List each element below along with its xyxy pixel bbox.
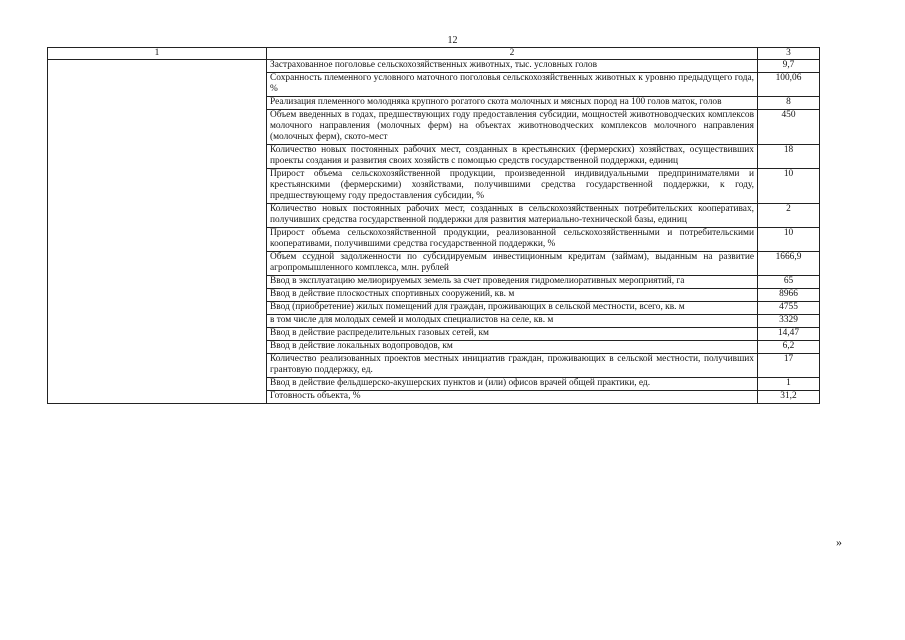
- indicator-cell: Количество реализованных проектов местных инициатив граждан, проживающих в сельской местности, получивших грантовую поддержку, ед.: [267, 354, 758, 378]
- closing-quote-mark: »: [836, 535, 842, 549]
- header-col-2: 2: [267, 48, 758, 60]
- indicator-cell: Реализация племенного молодняка крупного рогатого скота молочных и мясных пород на 100 голов маток, голов: [267, 97, 758, 110]
- indicator-cell: Готовность объекта, %: [267, 391, 758, 404]
- value-cell: 450: [758, 110, 820, 145]
- indicator-cell: Ввод в эксплуатацию мелиорируемых земель за счет проведения гидромелиоративных мероприятий, га: [267, 276, 758, 289]
- indicator-cell: Объем ссудной задолженности по субсидируемым инвестиционным кредитам (займам), выданным на развитие агропромышленного комплекса, млн. рублей: [267, 252, 758, 276]
- program-name-cell: [48, 60, 267, 404]
- indicator-cell: Ввод в действие плоскостных спортивных сооружений, кв. м: [267, 289, 758, 302]
- value-cell: 1: [758, 378, 820, 391]
- indicator-cell: Ввод в действие локальных водопроводов, км: [267, 341, 758, 354]
- value-cell: 17: [758, 354, 820, 378]
- indicator-cell: Прирост объема сельскохозяйственной продукции, реализованной сельскохозяйственными и потребительскими кооперативами, получившими средства государственной поддержки, %: [267, 228, 758, 252]
- table-row: [48, 60, 820, 73]
- indicator-cell: Прирост объема сельскохозяйственной продукции, произведенной индивидуальными предпринимателями и крестьянскими (фермерскими) хозяйствами, получившими средства государственной поддержки, к году, предшествующему году предоставления субсидии, %: [267, 169, 758, 204]
- indicator-cell: Количество новых постоянных рабочих мест, созданных в сельскохозяйственных потребительских кооперативах, получивших средства государственной поддержки для развития материально-технической базы, единиц: [267, 204, 758, 228]
- page-number: 12: [447, 35, 458, 46]
- indicator-cell: Объем введенных в годах, предшествующих году предоставления субсидии, мощностей животноводческих комплексов молочного направления (молочных ферм) на объектах животноводческих комплексов молочного направления (молочных ферм), ското-мест: [267, 110, 758, 145]
- indicator-cell: Ввод (приобретение) жилых помещений для граждан, проживающих в сельской местности, всего, кв. м: [267, 302, 758, 315]
- indicator-cell: Застрахованное поголовье сельскохозяйственных животных, тыс. условных голов: [267, 60, 758, 73]
- indicator-cell: в том числе для молодых семей и молодых специалистов на селе, кв. м: [267, 315, 758, 328]
- value-cell: 9,7: [758, 60, 820, 73]
- value-cell: 4755: [758, 302, 820, 315]
- value-cell: 1666,9: [758, 252, 820, 276]
- value-cell: 10: [758, 169, 820, 204]
- value-cell: 6,2: [758, 341, 820, 354]
- indicator-cell: Ввод в действие фельдшерско-акушерских пунктов и (или) офисов врачей общей практики, ед.: [267, 378, 758, 391]
- value-cell: 65: [758, 276, 820, 289]
- value-cell: 3329: [758, 315, 820, 328]
- value-cell: 10: [758, 228, 820, 252]
- value-cell: 2: [758, 204, 820, 228]
- value-cell: 14,47: [758, 328, 820, 341]
- table-header-row: [48, 48, 820, 60]
- value-cell: 8966: [758, 289, 820, 302]
- indicator-cell: Сохранность племенного условного маточного поголовья сельскохозяйственных животных к уровню предыдущего года, %: [267, 73, 758, 97]
- value-cell: 18: [758, 145, 820, 169]
- indicators-table: [47, 47, 820, 404]
- value-cell: 100,06: [758, 73, 820, 97]
- indicators-table-body: [48, 48, 820, 404]
- indicator-cell: Количество новых постоянных рабочих мест, созданных в крестьянских (фермерских) хозяйствах, осуществивших проекты создания и развития своих хозяйств с помощью средств государственной поддержки, единиц: [267, 145, 758, 169]
- indicator-cell: Ввод в действие распределительных газовых сетей, км: [267, 328, 758, 341]
- header-col-3: 3: [758, 48, 820, 60]
- value-cell: 31,2: [758, 391, 820, 404]
- value-cell: 8: [758, 97, 820, 110]
- header-col-1: 1: [48, 48, 267, 60]
